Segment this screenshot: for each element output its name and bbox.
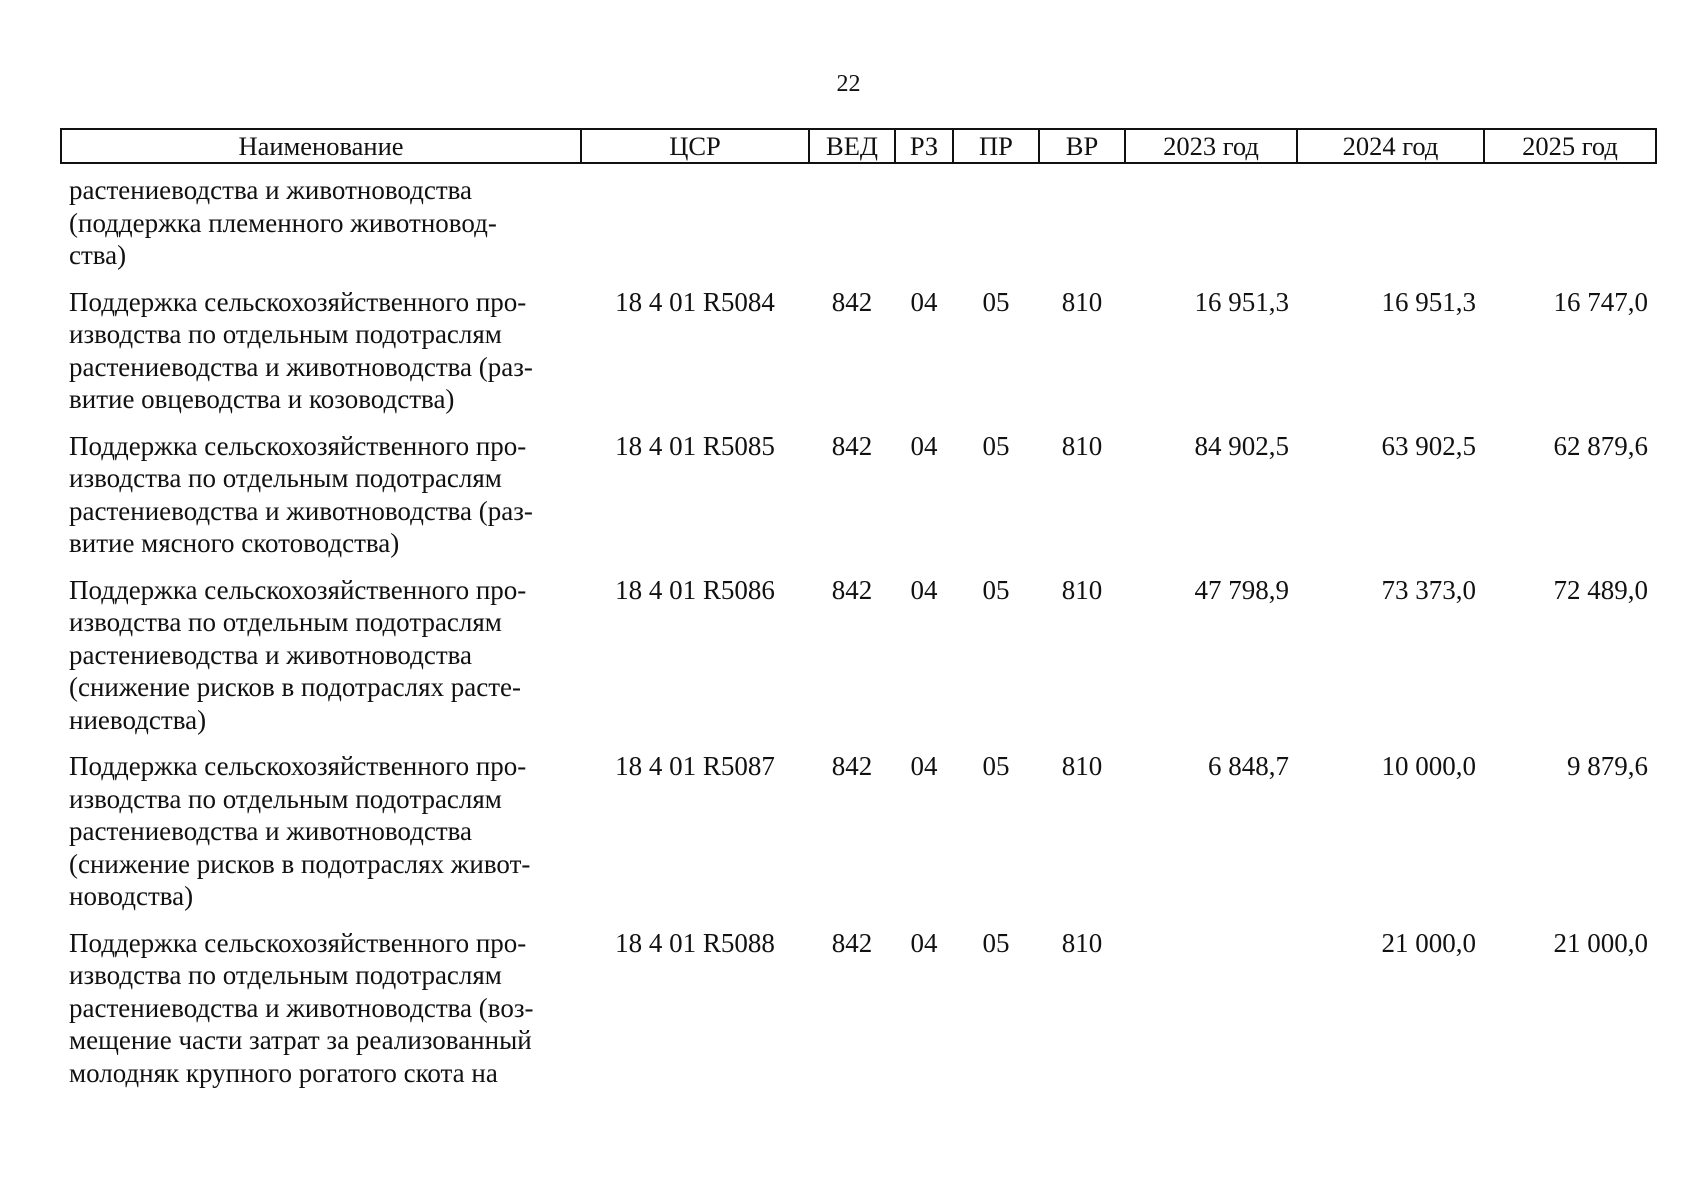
name-line: Поддержка сельскохозяйственного про- <box>69 927 527 958</box>
cell-name <box>61 574 581 751</box>
cell-2025: 16 747,0 <box>1553 286 1648 317</box>
cell-rz <box>895 163 953 286</box>
name-line: Поддержка сельскохозяйственного про- <box>69 574 527 605</box>
cell-2023 <box>1125 927 1297 1104</box>
name-line: ства) <box>69 240 127 270</box>
cell-2023 <box>1125 163 1297 286</box>
header-rz: РЗ <box>895 129 953 163</box>
name-line: Поддержка сельскохозяйственного про- <box>69 286 527 317</box>
table-row <box>61 574 1656 751</box>
name-line: изводства по отдельным подотраслям <box>69 960 502 990</box>
cell-2024: 21 000,0 <box>1381 927 1476 958</box>
cell-rz: 04 <box>910 927 938 958</box>
table-row <box>61 286 1656 430</box>
cell-2024 <box>1297 163 1484 286</box>
table-row <box>61 163 1656 286</box>
cell-ved: 842 <box>831 430 873 461</box>
cell-ved: 842 <box>831 927 873 958</box>
cell-csr: 18 4 01 R5084 <box>615 286 775 317</box>
cell-name <box>61 286 581 430</box>
cell-vr <box>1039 163 1125 286</box>
name-line: изводства по отдельным подотраслям <box>69 607 502 637</box>
page-number: 22 <box>836 71 861 97</box>
header-2025: 2025 год <box>1484 129 1656 163</box>
cell-rz: 04 <box>910 430 938 461</box>
name-line: ниеводства) <box>69 704 207 735</box>
table-row <box>61 927 1656 1104</box>
cell-vr: 810 <box>1061 430 1103 461</box>
cell-ved: 842 <box>831 286 873 317</box>
name-line: (поддержка племенного животновод- <box>69 207 497 238</box>
cell-name <box>61 927 581 1104</box>
cell-csr: 18 4 01 R5088 <box>615 927 775 958</box>
budget-table <box>60 128 1657 1103</box>
header-vr: ВР <box>1039 129 1125 163</box>
header-name: Наименование <box>61 129 581 163</box>
cell-vr: 810 <box>1061 574 1103 605</box>
header-ved: ВЕД <box>809 129 895 163</box>
cell-2024: 63 902,5 <box>1381 430 1476 461</box>
name-line: Поддержка сельскохозяйственного про- <box>69 430 527 461</box>
name-line: растениеводства и животноводства (раз- <box>69 495 533 526</box>
cell-2023: 84 902,5 <box>1194 430 1289 461</box>
name-line: новодства) <box>69 881 194 911</box>
cell-csr: 18 4 01 R5087 <box>615 751 775 781</box>
name-line: растениеводства и животноводства (воз- <box>69 992 534 1023</box>
name-line: (снижение рисков в подотраслях живот- <box>69 848 531 879</box>
cell-2025: 72 489,0 <box>1553 574 1648 605</box>
name-line: изводства по отдельным подотраслям <box>69 319 502 349</box>
cell-pr: 05 <box>982 751 1010 781</box>
name-line: растениеводства и животноводства <box>69 175 473 205</box>
name-line: изводства по отдельным подотраслям <box>69 783 502 814</box>
table-row <box>61 430 1656 574</box>
table-body <box>61 163 1656 1103</box>
name-line: мещение части затрат за реализованный <box>69 1025 532 1055</box>
cell-pr: 05 <box>982 286 1010 317</box>
name-line: Поддержка сельскохозяйственного про- <box>69 751 527 781</box>
cell-vr: 810 <box>1061 286 1103 317</box>
cell-ved: 842 <box>831 751 873 781</box>
cell-vr: 810 <box>1061 927 1103 958</box>
cell-rz: 04 <box>910 751 938 781</box>
table-row <box>61 750 1656 927</box>
cell-2023: 6 848,7 <box>1208 751 1289 781</box>
cell-2023: 47 798,9 <box>1194 574 1289 605</box>
name-line: изводства по отдельным подотраслям <box>69 463 502 493</box>
cell-name <box>61 163 581 286</box>
name-line: витие мясного скотоводства) <box>69 528 400 558</box>
cell-2025: 21 000,0 <box>1553 927 1648 958</box>
cell-pr <box>953 163 1039 286</box>
cell-ved: 842 <box>831 574 873 605</box>
header-csr: ЦСР <box>581 129 809 163</box>
cell-name <box>61 750 581 927</box>
cell-rz: 04 <box>910 574 938 605</box>
cell-2025 <box>1484 163 1656 286</box>
cell-vr: 810 <box>1061 751 1103 781</box>
header-2023: 2023 год <box>1125 129 1297 163</box>
header-row <box>61 129 1656 163</box>
cell-pr: 05 <box>982 927 1010 958</box>
cell-2024: 16 951,3 <box>1381 286 1476 317</box>
cell-2023: 16 951,3 <box>1194 286 1289 317</box>
cell-2024: 73 373,0 <box>1381 574 1476 605</box>
header-pr: ПР <box>953 129 1039 163</box>
cell-2025: 9 879,6 <box>1567 751 1648 781</box>
cell-pr: 05 <box>982 430 1010 461</box>
header-2024: 2024 год <box>1297 129 1484 163</box>
name-line: растениеводства и животноводства (раз- <box>69 351 533 382</box>
cell-rz: 04 <box>910 286 938 317</box>
name-line: растениеводства и животноводства <box>69 639 473 670</box>
table-header <box>61 129 1656 163</box>
cell-2024: 10 000,0 <box>1381 751 1476 781</box>
cell-pr: 05 <box>982 574 1010 605</box>
cell-csr: 18 4 01 R5085 <box>615 430 775 461</box>
name-line: молодняк крупного рогатого скота на <box>69 1057 498 1088</box>
cell-name <box>61 430 581 574</box>
name-line: растениеводства и животноводства <box>69 816 473 846</box>
name-line: (снижение рисков в подотраслях расте- <box>69 672 521 702</box>
cell-csr <box>581 163 809 286</box>
cell-csr: 18 4 01 R5086 <box>615 574 775 605</box>
cell-ved <box>809 163 895 286</box>
name-line: витие овцеводства и козоводства) <box>69 384 455 414</box>
cell-2025: 62 879,6 <box>1553 430 1648 461</box>
